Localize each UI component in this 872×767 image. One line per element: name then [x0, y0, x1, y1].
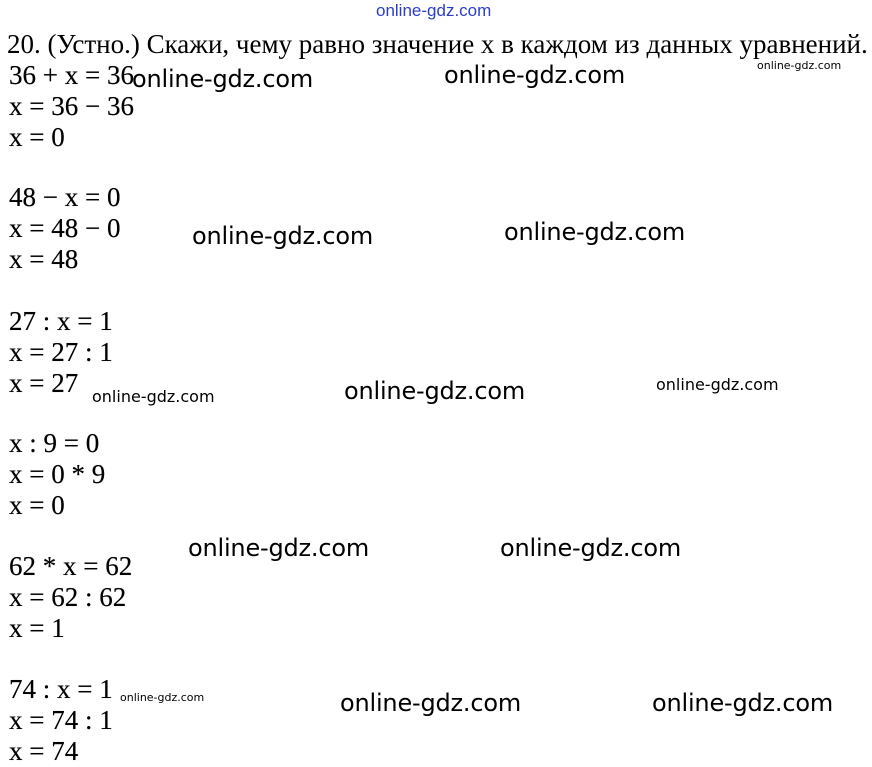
equation-4-line-1: x : 9 = 0 [9, 428, 100, 458]
equation-4-line-2: x = 0 * 9 [9, 459, 106, 489]
equation-6-line-3: x = 74 [9, 736, 79, 766]
equation-2-line-3: x = 48 [9, 244, 79, 274]
equation-1-line-2: x = 36 − 36 [9, 91, 134, 121]
watermark-text: online-gdz.com [504, 218, 686, 246]
watermark-text: online-gdz.com [344, 377, 526, 405]
watermark-text: online-gdz.com [757, 59, 842, 72]
watermark-text: online-gdz.com [120, 691, 205, 704]
watermark-text: online-gdz.com [192, 222, 374, 250]
equation-2-line-2: x = 48 − 0 [9, 213, 121, 243]
watermark-text: online-gdz.com [444, 61, 626, 89]
equation-2-line-1: 48 − x = 0 [9, 182, 121, 212]
equation-1-line-3: x = 0 [9, 122, 65, 152]
watermark-text: online-gdz.com [132, 65, 314, 93]
equation-3-line-1: 27 : x = 1 [9, 306, 113, 336]
equation-6-line-2: x = 74 : 1 [9, 705, 113, 735]
task-title: 20. (Устно.) Скажи, чему равно значение x в каждом из данных уравнений. [7, 29, 868, 59]
watermark-text: online-gdz.com [188, 534, 370, 562]
watermark-text: online-gdz.com [92, 387, 215, 406]
equation-4-line-3: x = 0 [9, 490, 65, 520]
equation-5-line-2: x = 62 : 62 [9, 582, 127, 612]
equation-6-line-1: 74 : x = 1 [9, 674, 113, 704]
equation-1-line-1: 36 + x = 36 [9, 60, 134, 90]
watermark-text: online-gdz.com [652, 689, 834, 717]
equation-3-line-3: x = 27 [9, 368, 79, 398]
watermark-text: online-gdz.com [340, 689, 522, 717]
site-watermark-top: online-gdz.com [376, 1, 492, 20]
equation-5-line-1: 62 * x = 62 [9, 551, 133, 581]
watermark-text: online-gdz.com [500, 534, 682, 562]
equation-5-line-3: x = 1 [9, 613, 65, 643]
equation-3-line-2: x = 27 : 1 [9, 337, 113, 367]
watermark-text: online-gdz.com [656, 375, 779, 394]
